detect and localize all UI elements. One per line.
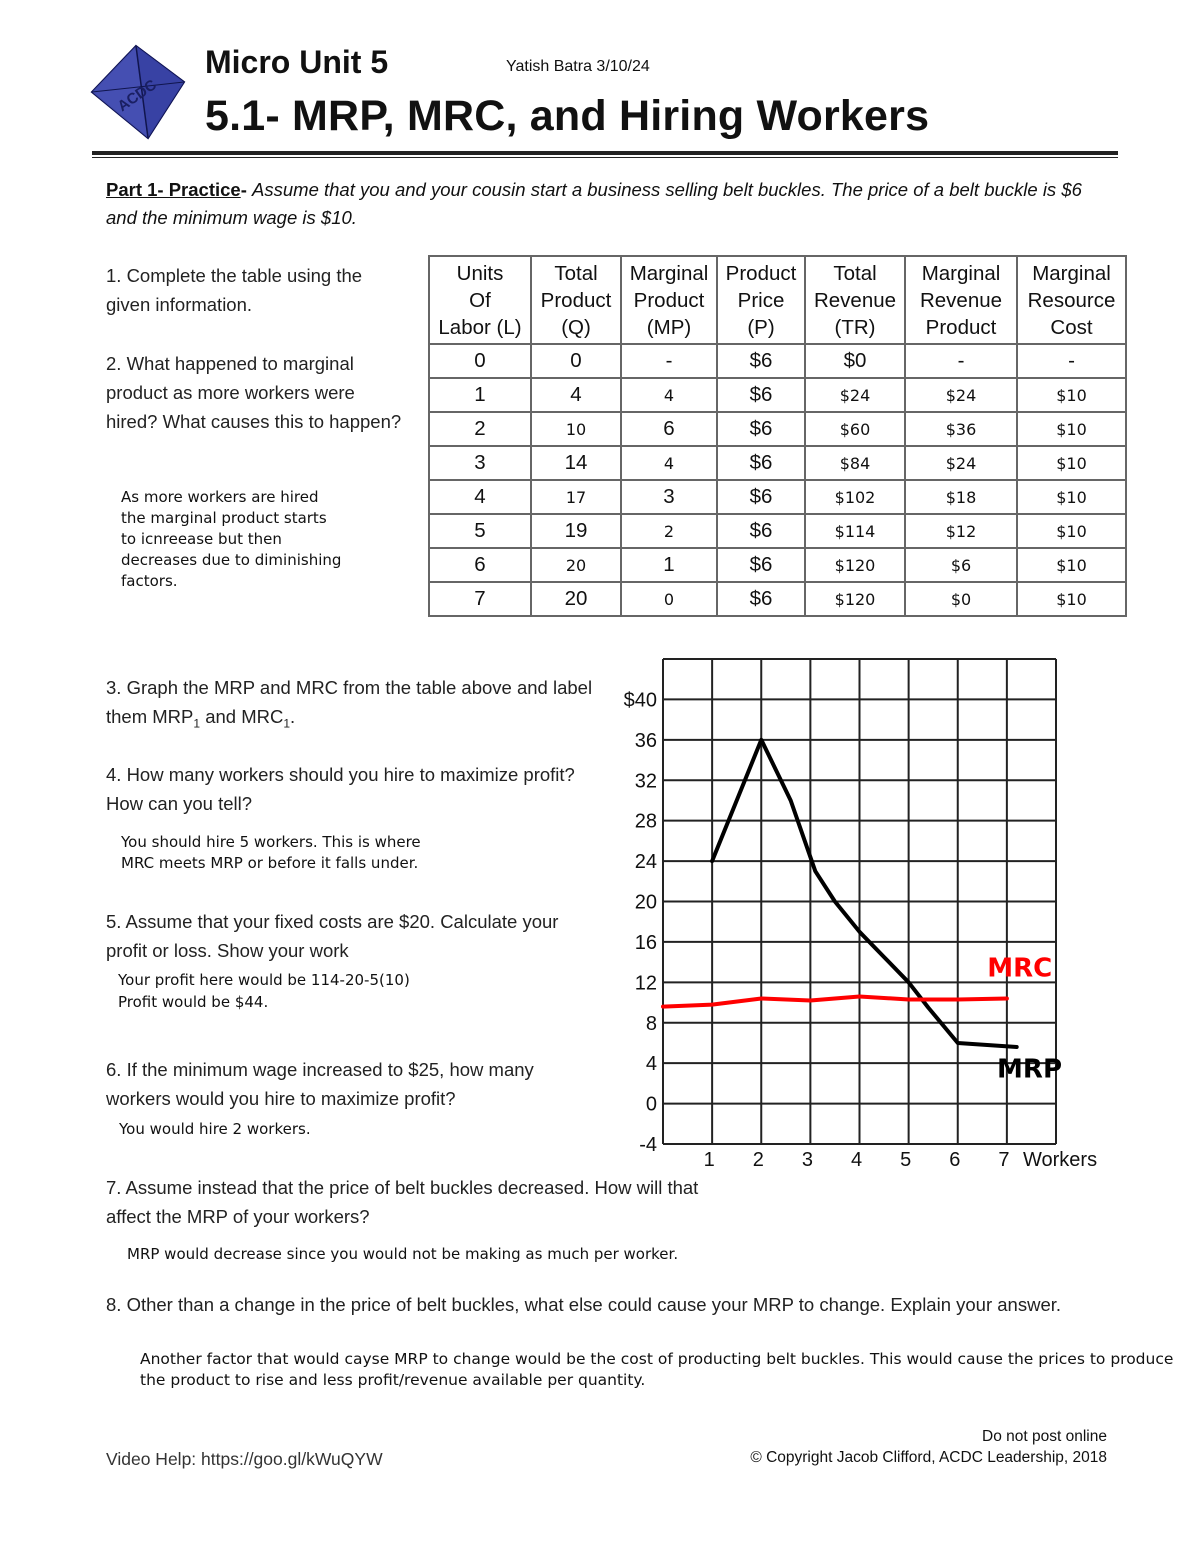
logo-text: ACDC bbox=[114, 76, 160, 116]
x-tick-label: 2 bbox=[752, 1149, 764, 1171]
table-cell: - bbox=[905, 344, 1017, 378]
header-product-price: Product Price (P) bbox=[717, 256, 805, 344]
table-cell-handwritten: 10 bbox=[531, 412, 621, 446]
table-cell-handwritten: $10 bbox=[1017, 378, 1126, 412]
answer-4: You should hire 5 workers. This is where MRC meets MRP or before it falls under. bbox=[121, 833, 421, 872]
table-cell: 2 bbox=[429, 412, 531, 446]
table-cell: 6 bbox=[621, 412, 717, 446]
table-cell-handwritten: $60 bbox=[805, 412, 905, 446]
header-rule-thin bbox=[92, 157, 1118, 158]
acdc-logo bbox=[88, 42, 188, 142]
video-help-label: Video Help: bbox=[106, 1449, 202, 1469]
table-cell: 0 bbox=[531, 344, 621, 378]
table-cell-handwritten: 20 bbox=[531, 548, 621, 582]
header-marginal-resource-cost: Marginal Resource Cost bbox=[1017, 256, 1126, 344]
page-title: 5.1- MRP, MRC, and Hiring Workers bbox=[205, 92, 930, 140]
x-tick-label: 4 bbox=[850, 1149, 863, 1171]
answer-6: You would hire 2 workers. bbox=[119, 1120, 311, 1138]
table-cell: - bbox=[1017, 344, 1126, 378]
table-cell: $6 bbox=[717, 548, 805, 582]
header-marginal-revenue-product: Marginal Revenue Product bbox=[905, 256, 1017, 344]
table-cell: $6 bbox=[717, 582, 805, 616]
table-cell: 20 bbox=[531, 582, 621, 616]
x-tick-label: 5 bbox=[900, 1149, 912, 1171]
table-row bbox=[429, 378, 1126, 412]
table-cell-handwritten: $10 bbox=[1017, 514, 1126, 548]
table-cell: $6 bbox=[717, 344, 805, 378]
table-cell: $6 bbox=[717, 378, 805, 412]
question-8: 8. Other than a change in the price of belt buckles, what else could cause your MRP to change. Explain your answer. bbox=[106, 1294, 1062, 1315]
table-cell: 5 bbox=[429, 514, 531, 548]
table-cell-handwritten: 4 bbox=[621, 446, 717, 480]
question-6: 6. If the minimum wage increased to $25, how many workers would you hire to maximize profit? bbox=[106, 1059, 534, 1109]
header-total-product: Total Product (Q) bbox=[531, 256, 621, 344]
question-7: 7. Assume instead that the price of belt buckles decreased. How will that affect the MRP of your workers? bbox=[106, 1177, 699, 1227]
unit-title: Micro Unit 5 bbox=[205, 44, 389, 80]
header-marginal-product: Marginal Product (MP) bbox=[621, 256, 717, 344]
table-cell-handwritten: $10 bbox=[1017, 548, 1126, 582]
table-cell-handwritten: $12 bbox=[905, 514, 1017, 548]
table-cell: 7 bbox=[429, 582, 531, 616]
y-tick-label: 12 bbox=[634, 972, 657, 995]
question-4: 4. How many workers should you hire to maximize profit? How can you tell? bbox=[106, 764, 575, 814]
table-header-row bbox=[429, 256, 1126, 344]
table-cell: 4 bbox=[531, 378, 621, 412]
table-cell: $0 bbox=[805, 344, 905, 378]
table-row bbox=[429, 344, 1126, 378]
x-tick-label: 7 bbox=[998, 1149, 1010, 1171]
question-2: 2. What happened to marginal product as more workers were hired? What causes this to happen? bbox=[106, 353, 402, 432]
x-tick-label: 3 bbox=[801, 1149, 813, 1171]
x-tick-label: 6 bbox=[949, 1149, 961, 1171]
table-cell: 19 bbox=[531, 514, 621, 548]
mrc-curve bbox=[663, 997, 1007, 1007]
x-axis-label: Workers bbox=[1023, 1149, 1098, 1171]
table-cell-handwritten: $102 bbox=[805, 480, 905, 514]
y-tick-label: 0 bbox=[645, 1093, 657, 1116]
table-cell-handwritten: $10 bbox=[1017, 480, 1126, 514]
copyright: © Copyright Jacob Clifford, ACDC Leadership, 2018 bbox=[750, 1449, 1107, 1466]
table-cell: 1 bbox=[621, 548, 717, 582]
header-units-of-labor: Units Of Labor (L) bbox=[429, 256, 531, 344]
y-tick-label: 32 bbox=[634, 770, 657, 793]
mrp-label: MRP bbox=[997, 1054, 1063, 1085]
table-cell-handwritten: 17 bbox=[531, 480, 621, 514]
table-cell: $6 bbox=[717, 446, 805, 480]
table-cell-handwritten: $24 bbox=[905, 446, 1017, 480]
y-tick-label: -4 bbox=[639, 1134, 657, 1156]
header-total-revenue: Total Revenue (TR) bbox=[805, 256, 905, 344]
table-cell-handwritten: 0 bbox=[621, 582, 717, 616]
table-cell-handwritten: $24 bbox=[905, 378, 1017, 412]
table-cell: $6 bbox=[717, 514, 805, 548]
table-cell: 1 bbox=[429, 378, 531, 412]
table-cell: 4 bbox=[429, 480, 531, 514]
table-cell-handwritten: 4 bbox=[621, 378, 717, 412]
table-cell: 3 bbox=[621, 480, 717, 514]
y-tick-label: 4 bbox=[645, 1053, 657, 1076]
table-cell-handwritten: $10 bbox=[1017, 446, 1126, 480]
table-cell-handwritten: $6 bbox=[905, 548, 1017, 582]
y-tick-label: 36 bbox=[634, 729, 657, 752]
question-3: 3. Graph the MRP and MRC from the table above and label them $MRP_1$ and $MRC_1$. bbox=[106, 677, 593, 731]
table-row bbox=[429, 480, 1126, 514]
table-cell-handwritten: $120 bbox=[805, 582, 905, 616]
table-cell-handwritten: $84 bbox=[805, 446, 905, 480]
table-cell-handwritten: $18 bbox=[905, 480, 1017, 514]
table-cell: 3 bbox=[429, 446, 531, 480]
table-cell-handwritten: 2 bbox=[621, 514, 717, 548]
table-cell-handwritten: $24 bbox=[805, 378, 905, 412]
table-cell-handwritten: $0 bbox=[905, 582, 1017, 616]
video-help-link[interactable]: https://goo.gl/kWuQYW bbox=[201, 1449, 383, 1469]
answer-5-line-2: Profit would be $44. bbox=[118, 993, 269, 1011]
y-tick-label: 28 bbox=[634, 810, 657, 833]
y-tick-label: 8 bbox=[645, 1012, 657, 1035]
table-cell-handwritten: $10 bbox=[1017, 412, 1126, 446]
author-date: Yatish Batra 3/10/24 bbox=[506, 58, 650, 75]
table-row bbox=[429, 582, 1126, 616]
question-5: 5. Assume that your fixed costs are $20. Calculate your profit or loss. Show your work bbox=[106, 911, 559, 961]
intro-paragraph bbox=[106, 176, 1106, 232]
table-cell-handwritten: $36 bbox=[905, 412, 1017, 446]
table-cell-handwritten: $114 bbox=[805, 514, 905, 548]
header-rule bbox=[92, 151, 1118, 155]
answer-8: Another factor that would cayse MRP to change would be the cost of producting belt buckles. This would cause the prices to produce the product to rise and less profit/revenue available per quantity. bbox=[140, 1350, 1174, 1389]
intro-label: Part 1- Practice bbox=[106, 179, 241, 200]
table-cell: $6 bbox=[717, 412, 805, 446]
table-cell: $6 bbox=[717, 480, 805, 514]
y-tick-label: 20 bbox=[634, 891, 657, 914]
y-tick-label: 24 bbox=[634, 851, 657, 874]
video-help bbox=[106, 1449, 383, 1470]
table-cell: 6 bbox=[429, 548, 531, 582]
question-1: 1. Complete the table using the given information. bbox=[106, 265, 363, 315]
answer-5-line-1: Your profit here would be 114-20-5(10) bbox=[118, 971, 410, 989]
table-row bbox=[429, 548, 1126, 582]
production-table bbox=[428, 255, 1127, 617]
intro-dash: - bbox=[240, 179, 253, 200]
table-cell-handwritten: $10 bbox=[1017, 582, 1126, 616]
table-row bbox=[429, 514, 1126, 548]
mrp-mrc-graph bbox=[610, 650, 1130, 1180]
table-cell: 14 bbox=[531, 446, 621, 480]
table-cell: - bbox=[621, 344, 717, 378]
answer-2: As more workers are hired the marginal product starts to icnreease but then decreases due to diminishing factors. bbox=[121, 488, 342, 590]
do-not-post-notice: Do not post online bbox=[982, 1428, 1107, 1445]
intro-text: Assume that you and your cousin start a business selling belt buckles. The price of a belt buckle is $6 and the minimum wage is $10. bbox=[106, 179, 1082, 228]
graph-svg bbox=[610, 650, 1130, 1180]
table-cell: 0 bbox=[429, 344, 531, 378]
x-tick-label: 1 bbox=[703, 1149, 715, 1171]
table-row bbox=[429, 446, 1126, 480]
table-row bbox=[429, 412, 1126, 446]
mrc-label: MRC bbox=[987, 953, 1053, 984]
y-tick-label: $40 bbox=[623, 689, 657, 712]
table-cell-handwritten: $120 bbox=[805, 548, 905, 582]
y-tick-label: 16 bbox=[634, 931, 657, 954]
answer-7: MRP would decrease since you would not be making as much per worker. bbox=[127, 1245, 679, 1263]
